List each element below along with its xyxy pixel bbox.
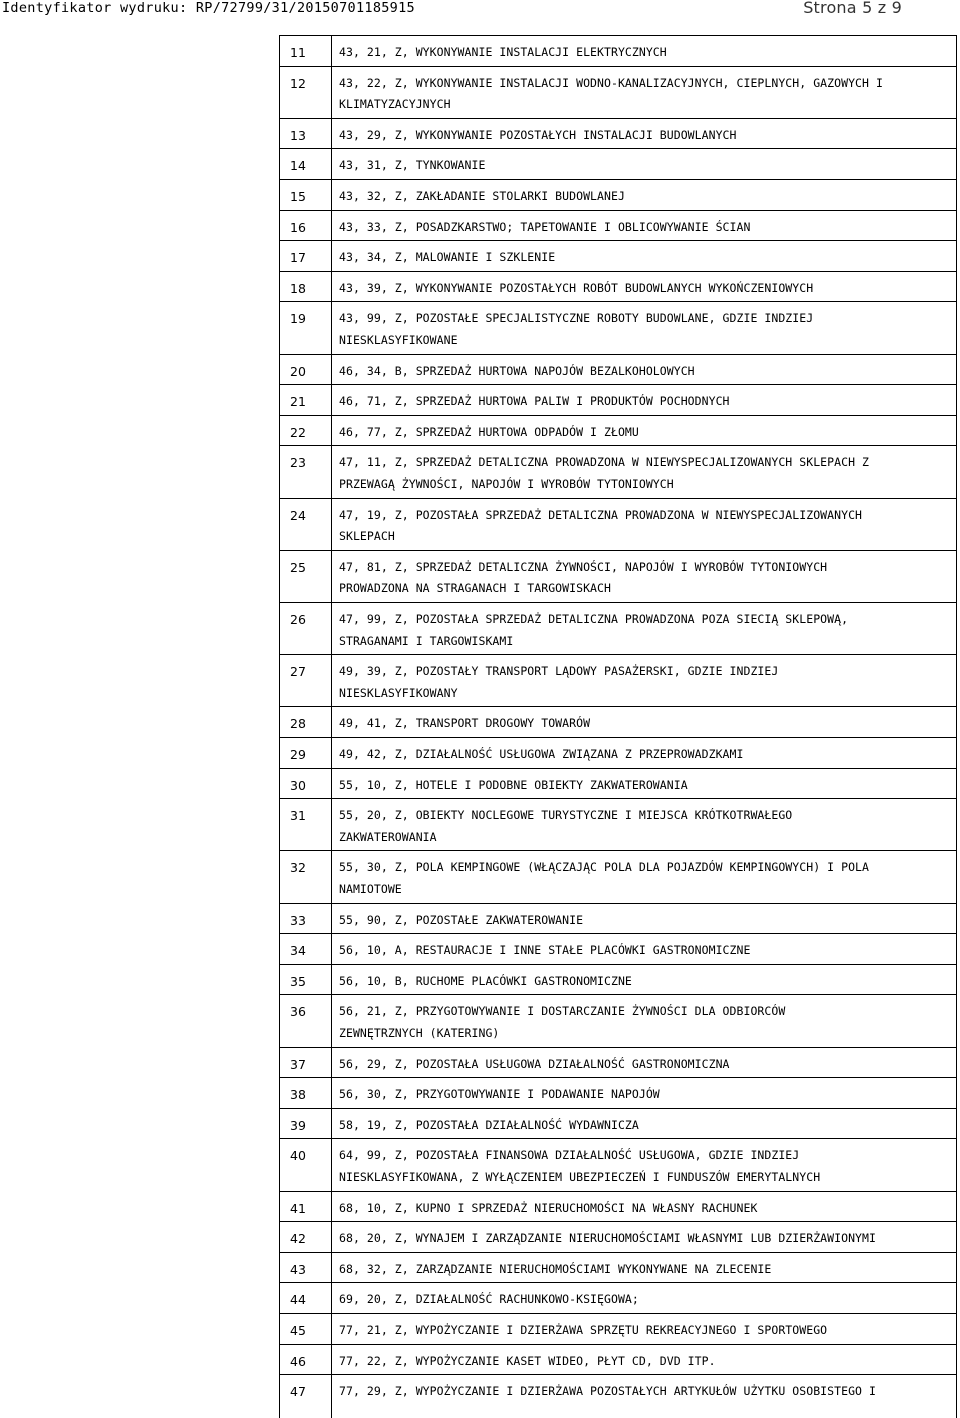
table-row: [279, 1191, 957, 1222]
activity-description-line: STRAGANAMI I TARGOWISKAMI: [339, 633, 514, 648]
print-header: [0, 0, 960, 20]
activity-description-line: 56, 21, Z, PRZYGOTOWYWANIE I DOSTARCZANIE ŻYWNOŚCI DLA ODBIORCÓW: [339, 1004, 786, 1019]
activity-description: [339, 744, 951, 766]
activity-description-line: 68, 10, Z, KUPNO I SPRZEDAŻ NIERUCHOMOŚCI NA WŁASNY RACHUNEK: [339, 1200, 758, 1215]
table-row: [279, 35, 957, 66]
row-number: 36: [290, 1004, 306, 1020]
activity-description: [339, 452, 951, 495]
table-row: [279, 210, 957, 241]
row-number: 29: [290, 747, 306, 762]
activity-description-line: 69, 20, Z, DZIAŁALNOŚĆ RACHUNKOWO-KSIĘGOWA;: [339, 1292, 639, 1307]
activity-description: [339, 1351, 951, 1373]
row-number: 39: [290, 1117, 306, 1133]
activity-description-line: 49, 39, Z, POZOSTAŁY TRANSPORT LĄDOWY PASAŻERSKI, GDZIE INDZIEJ: [339, 664, 779, 679]
row-number: 43: [290, 1261, 306, 1277]
activity-description: [339, 308, 951, 351]
activity-description: [339, 557, 951, 600]
row-number: 42: [290, 1231, 306, 1247]
activity-description-line: 46, 34, B, SPRZEDAŻ HURTOWA NAPOJÓW BEZALKOHOLOWYCH: [339, 363, 695, 378]
activity-description: [339, 278, 951, 300]
activity-description: [339, 940, 951, 962]
table-row: [279, 1282, 957, 1313]
table-row: [279, 768, 957, 799]
activity-description: [339, 775, 951, 797]
activity-description: [339, 1320, 951, 1342]
row-number: 28: [290, 716, 306, 732]
activity-description: [339, 155, 951, 177]
row-number: 19: [290, 311, 306, 327]
table-row: [279, 550, 957, 602]
row-number: 30: [290, 777, 306, 793]
table-row: [279, 654, 957, 706]
activity-description: [339, 713, 951, 735]
table-row: [279, 737, 957, 768]
activity-description-line: SKLEPACH: [339, 529, 395, 544]
activity-description-line: 49, 41, Z, TRANSPORT DROGOWY TOWARÓW: [339, 716, 591, 731]
row-number: 22: [290, 424, 306, 440]
activity-description-line: 77, 21, Z, WYPOŻYCZANIE I DZIERŻAWA SPRZĘTU REKREACYJNEGO I SPORTOWEGO: [339, 1323, 828, 1337]
activity-description-line: 68, 20, Z, WYNAJEM I ZARZĄDZANIE NIERUCHOMOŚCIAMI WŁASNYMI LUB DZIERŻAWIONYMI: [339, 1231, 876, 1246]
activity-description-line: 43, 34, Z, MALOWANIE I SZKLENIE: [339, 250, 556, 265]
activity-description-line: 43, 29, Z, WYKONYWANIE POZOSTAŁYCH INSTALACJI BUDOWLANYCH: [339, 127, 737, 142]
activity-description-line: PRZEWAGĄ ŻYWNOŚCI, NAPOJÓW I WYROBÓW TYTONIOWYCH: [339, 476, 674, 491]
activity-description-line: 55, 30, Z, POLA KEMPINGOWE (WŁĄCZAJĄC POLA DLA POJAZDÓW KEMPINGOWYCH) I POLA: [339, 860, 869, 875]
activity-description-line: 56, 10, A, RESTAURACJE I INNE STAŁE PLACÓWKI GASTRONOMICZNE: [339, 943, 751, 958]
activity-description-line: 47, 11, Z, SPRZEDAŻ DETALICZNA PROWADZONA W NIEWYSPECJALIZOWANYCH SKLEPACH Z: [339, 455, 869, 470]
table-row: [279, 964, 957, 995]
row-number: 12: [290, 75, 306, 91]
activity-description-line: NIESKLASYFIKOWANY: [339, 685, 458, 700]
row-number: 21: [290, 394, 306, 410]
table-row: [279, 415, 957, 446]
activity-description: [339, 857, 951, 900]
row-number: 37: [290, 1056, 306, 1072]
activity-description-line: 56, 30, Z, PRZYGOTOWYWANIE I PODAWANIE NAPOJÓW: [339, 1087, 660, 1102]
table-row: [279, 240, 957, 271]
table-row: [279, 1138, 957, 1190]
activity-description: [339, 1115, 951, 1137]
row-number: 44: [290, 1292, 306, 1308]
table-row: [279, 1313, 957, 1344]
row-number: 14: [290, 158, 306, 174]
row-number: 46: [290, 1353, 306, 1369]
row-number: 23: [290, 455, 306, 471]
activity-description-line: 68, 32, Z, ZARZĄDZANIE NIERUCHOMOŚCIAMI WYKONYWANE NA ZLECENIE: [339, 1261, 772, 1276]
row-number: 18: [290, 280, 306, 296]
activity-description: [339, 1381, 951, 1403]
table-row: [279, 66, 957, 118]
activity-description-line: ZAKWATEROWANIA: [339, 829, 437, 844]
activity-description: [339, 217, 951, 239]
activity-description: [339, 1054, 951, 1076]
activity-description: [339, 805, 951, 848]
activity-description-line: NIESKLASYFIKOWANA, Z WYŁĄCZENIEM UBEZPIECZEŃ I FUNDUSZÓW EMERYTALNYCH: [339, 1169, 821, 1184]
activity-description: [339, 971, 951, 993]
row-number: 25: [290, 559, 306, 575]
activity-description-line: 56, 10, B, RUCHOME PLACÓWKI GASTRONOMICZNE: [339, 973, 632, 988]
row-number: 11: [290, 45, 306, 60]
table-row: [279, 384, 957, 415]
table-row: [279, 118, 957, 149]
table-row: [279, 602, 957, 654]
row-number: 16: [290, 219, 306, 235]
row-number: 34: [290, 943, 306, 959]
activity-description: [339, 42, 951, 64]
table-row: [279, 354, 957, 385]
table-row: [279, 994, 957, 1046]
print-identifier: Identyfikator wydruku: RP/72799/31/20150701185915: [2, 0, 415, 16]
table-row: [279, 301, 957, 353]
activity-description-line: 47, 19, Z, POZOSTAŁA SPRZEDAŻ DETALICZNA PROWADZONA W NIEWYSPECJALIZOWANYCH: [339, 507, 863, 522]
table-row: [279, 445, 957, 497]
table-row: [279, 903, 957, 934]
activity-description: [339, 910, 951, 932]
activity-description: [339, 1289, 951, 1311]
activity-description: [339, 125, 951, 147]
row-number: 31: [290, 808, 306, 824]
table-row: [279, 179, 957, 210]
activity-description: [339, 1145, 951, 1188]
activity-description-line: 43, 21, Z, WYKONYWANIE INSTALACJI ELEKTRYCZNYCH: [339, 45, 667, 59]
activity-description-line: 55, 10, Z, HOTELE I PODOBNE OBIEKTY ZAKWATEROWANIA: [339, 777, 688, 792]
activity-description: [339, 247, 951, 269]
activity-description-line: 43, 33, Z, POSADZKARSTWO; TAPETOWANIE I OBLICOWYWANIE ŚCIAN: [339, 219, 751, 234]
activity-description-line: 55, 90, Z, POZOSTAŁE ZAKWATEROWANIE: [339, 912, 584, 927]
table-row: [279, 1108, 957, 1139]
activity-description: [339, 661, 951, 704]
table-row: [279, 1047, 957, 1078]
row-number: 20: [290, 363, 306, 379]
activity-description: [339, 186, 951, 208]
table-row: [279, 706, 957, 737]
table-row: [279, 1374, 957, 1405]
activity-description: [339, 391, 951, 413]
activity-description-line: 43, 99, Z, POZOSTAŁE SPECJALISTYCZNE ROBOTY BUDOWLANE, GDZIE INDZIEJ: [339, 311, 814, 326]
activity-description-line: ZEWNĘTRZNYCH (KATERING): [339, 1025, 500, 1040]
row-number: 38: [290, 1087, 306, 1103]
activity-description-line: 77, 22, Z, WYPOŻYCZANIE KASET WIDEO, PŁYT CD, DVD ITP.: [339, 1353, 716, 1368]
row-number: 26: [290, 612, 306, 627]
row-number: 45: [290, 1323, 306, 1338]
activity-description-line: 77, 29, Z, WYPOŻYCZANIE I DZIERŻAWA POZOSTAŁYCH ARTYKUŁÓW UŻYTKU OSOBISTEGO I: [339, 1384, 876, 1399]
activity-description-line: 47, 81, Z, SPRZEDAŻ DETALICZNA ŻYWNOŚCI, NAPOJÓW I WYROBÓW TYTONIOWYCH: [339, 559, 828, 574]
activity-description-line: 49, 42, Z, DZIAŁALNOŚĆ USŁUGOWA ZWIĄZANA Z PRZEPROWADZKAMI: [339, 747, 744, 761]
row-number: 24: [290, 507, 306, 523]
table-row: [279, 1221, 957, 1252]
row-number: 13: [290, 127, 306, 143]
activity-description-line: 43, 32, Z, ZAKŁADANIE STOLARKI BUDOWLANEJ: [339, 189, 625, 203]
table-row: [279, 850, 957, 902]
row-number: 33: [290, 912, 306, 928]
row-number: 41: [290, 1200, 306, 1216]
page-number: Strona 5 z 9: [803, 0, 902, 17]
row-number: 32: [290, 860, 306, 876]
row-number: 27: [290, 664, 306, 680]
row-number: 35: [290, 973, 306, 989]
activity-description-line: 43, 39, Z, WYKONYWANIE POZOSTAŁYCH ROBÓT BUDOWLANYCH WYKOŃCZENIOWYCH: [339, 280, 814, 295]
row-number: 15: [290, 189, 306, 204]
activity-description: [339, 1198, 951, 1220]
table-row: [279, 798, 957, 850]
activity-description: [339, 1001, 951, 1044]
activity-description: [339, 361, 951, 383]
table-row: [279, 933, 957, 964]
activity-description-line: 64, 99, Z, POZOSTAŁA FINANSOWA DZIAŁALNOŚĆ USŁUGOWA, GDZIE INDZIEJ: [339, 1148, 800, 1163]
activity-description: [339, 1084, 951, 1106]
activity-description-line: NIESKLASYFIKOWANE: [339, 332, 458, 347]
activity-description: [339, 1228, 951, 1250]
activity-description: [339, 1259, 951, 1281]
activity-description: [339, 505, 951, 548]
row-number: 40: [290, 1148, 306, 1164]
activity-description-line: 46, 77, Z, SPRZEDAŻ HURTOWA ODPADÓW I ZŁOMU: [339, 424, 639, 439]
table-row: [279, 1344, 957, 1375]
activity-description-line: NAMIOTOWE: [339, 881, 402, 896]
table-row: [279, 1252, 957, 1283]
activity-description-line: 58, 19, Z, POZOSTAŁA DZIAŁALNOŚĆ WYDAWNICZA: [339, 1117, 639, 1132]
activity-description-line: KLIMATYZACYJNYCH: [339, 97, 451, 112]
activity-description-line: 56, 29, Z, POZOSTAŁA USŁUGOWA DZIAŁALNOŚĆ GASTRONOMICZNA: [339, 1056, 730, 1071]
activity-description: [339, 73, 951, 116]
activity-description-line: 46, 71, Z, SPRZEDAŻ HURTOWA PALIW I PRODUKTÓW POCHODNYCH: [339, 394, 730, 409]
activity-description-line: 43, 22, Z, WYKONYWANIE INSTALACJI WODNO-KANALIZACYJNYCH, CIEPLNYCH, GAZOWYCH I: [339, 75, 883, 90]
table-row: [279, 1077, 957, 1108]
table-row: [279, 271, 957, 302]
activity-description: [339, 422, 951, 444]
row-number: 17: [290, 250, 306, 266]
table-row: [279, 498, 957, 550]
activity-description-line: PROWADZONA NA STRAGANACH I TARGOWISKACH: [339, 581, 611, 596]
activity-description-line: 55, 20, Z, OBIEKTY NOCLEGOWE TURYSTYCZNE I MIEJSCA KRÓTKOTRWAŁEGO: [339, 808, 793, 823]
activity-description: [339, 609, 951, 652]
activity-description-line: 47, 99, Z, POZOSTAŁA SPRZEDAŻ DETALICZNA PROWADZONA POZA SIECIĄ SKLEPOWĄ,: [339, 612, 849, 626]
row-number: 47: [290, 1384, 306, 1400]
table-row: [279, 148, 957, 179]
activity-description-line: 43, 31, Z, TYNKOWANIE: [339, 158, 486, 173]
